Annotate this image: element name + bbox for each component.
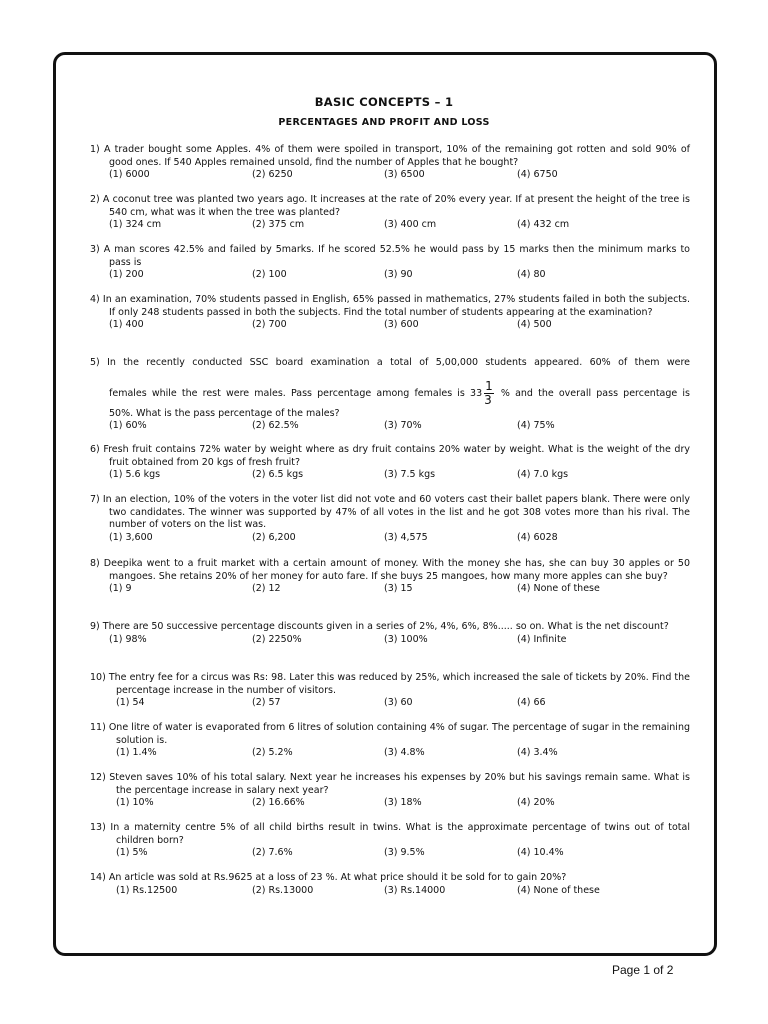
option-3: (3) 400 cm bbox=[384, 219, 437, 230]
option-3: (3) 7.5 kgs bbox=[384, 469, 436, 480]
option-3: (3) 6500 bbox=[384, 169, 425, 180]
options-row bbox=[109, 634, 690, 647]
option-1: (1) 400 bbox=[109, 319, 144, 330]
question-stem: 8) Deepika went to a fruit market with a certain amount of money. With the money she has, she can buy 30 apples or 50 mangoes. She retains 20% of her money for auto fare. If she buys 25 mangoes, how many more apples can she buy? bbox=[90, 558, 690, 582]
option-1: (1) 10% bbox=[116, 797, 154, 808]
question-stem: 10) The entry fee for a circus was Rs: 98. Later this was reduced by 25%, which increased the sale of tickets by 20%. Find the percentage increase in the number of visitors. bbox=[90, 672, 690, 696]
option-1: (1) 324 cm bbox=[109, 219, 162, 230]
options-row bbox=[109, 169, 690, 182]
option-1: (1) 3,600 bbox=[109, 531, 153, 543]
option-1: (1) Rs.12500 bbox=[116, 884, 178, 896]
option-2: (2) 2250% bbox=[252, 633, 302, 645]
options-row bbox=[116, 747, 690, 760]
question-5 bbox=[90, 357, 690, 433]
question-stem: 7) In an election, 10% of the voters in the voter list did not vote and 60 voters cast their ballet papers blank. There were only two candidates. The winner was supported by 47% of all votes in the list and he got 308 votes more than his rival. The number of voters on the list was. bbox=[90, 494, 690, 530]
option-4: (4) 20% bbox=[517, 797, 555, 808]
question-11 bbox=[90, 722, 690, 760]
option-4: (4) 10.4% bbox=[517, 847, 564, 858]
option-4: (4) 3.4% bbox=[517, 747, 558, 758]
option-2: (2) 6250 bbox=[252, 169, 293, 180]
option-4: (4) 75% bbox=[517, 420, 555, 431]
question-stem: 4) In an examination, 70% students passed in English, 65% passed in mathematics, 27% students failed in both the subjects. If only 248 students passed in both the subjects. Find the total number of students appearing at the examination? bbox=[90, 294, 690, 318]
question-stem: 1) A trader bought some Apples. 4% of them were spoiled in transport, 10% of the remaining got rotten and sold 90% of good ones. If 540 Apples remained unsold, find the number of Apples that he bought? bbox=[90, 144, 690, 168]
question-stem: 11) One litre of water is evaporated from 6 litres of solution containing 4% of sugar. The percentage of sugar in the remaining solution is. bbox=[90, 722, 690, 746]
question-13 bbox=[90, 822, 690, 860]
option-1: (1) 1.4% bbox=[116, 747, 157, 758]
option-4: (4) 432 cm bbox=[517, 219, 570, 230]
option-4: (4) Infinite bbox=[517, 633, 567, 645]
fraction bbox=[484, 380, 494, 407]
option-2: (2) 7.6% bbox=[252, 847, 293, 858]
option-3: (3) 4.8% bbox=[384, 747, 425, 758]
option-4: (4) None of these bbox=[517, 884, 600, 896]
question-text: females while the rest were males. Pass percentage among females is 33 bbox=[109, 387, 483, 399]
page-subtitle: PERCENTAGES AND PROFIT AND LOSS bbox=[278, 117, 490, 128]
question-2 bbox=[90, 194, 690, 232]
option-4: (4) 500 bbox=[517, 319, 552, 330]
question-4 bbox=[90, 294, 690, 332]
option-2: (2) Rs.13000 bbox=[252, 884, 314, 896]
option-4: (4) 80 bbox=[517, 269, 546, 280]
option-2: (2) 700 bbox=[252, 319, 287, 330]
option-4: (4) None of these bbox=[517, 583, 600, 594]
option-2: (2) 5.2% bbox=[252, 747, 293, 758]
option-4: (4) 6028 bbox=[517, 531, 558, 543]
question-12 bbox=[90, 772, 690, 810]
option-1: (1) 9 bbox=[109, 583, 132, 594]
option-1: (1) 54 bbox=[116, 697, 145, 708]
options-row bbox=[109, 269, 690, 282]
question-9 bbox=[90, 621, 690, 646]
option-3: (3) 90 bbox=[384, 269, 413, 280]
question-14 bbox=[90, 872, 690, 897]
option-2: (2) 6,200 bbox=[252, 531, 296, 543]
option-1: (1) 98% bbox=[109, 633, 147, 645]
option-3: (3) 60 bbox=[384, 697, 413, 708]
options-row bbox=[109, 583, 690, 596]
options-row bbox=[116, 847, 690, 860]
question-stem: 6) Fresh fruit contains 72% water by weight where as dry fruit contains 20% water by weight. What is the weight of the dry fruit obtained from 20 kgs of fresh fruit? bbox=[90, 444, 690, 468]
fraction-numerator: 1 bbox=[485, 378, 493, 393]
options-row bbox=[116, 885, 690, 898]
question-1 bbox=[90, 144, 690, 182]
question-stem: 50%. What is the pass percentage of the males? bbox=[109, 407, 340, 419]
options-row bbox=[116, 697, 690, 710]
option-2: (2) 57 bbox=[252, 697, 281, 708]
option-2: (2) 375 cm bbox=[252, 219, 305, 230]
option-4: (4) 66 bbox=[517, 697, 546, 708]
fraction-denominator: 3 bbox=[484, 392, 492, 407]
option-3: (3) Rs.14000 bbox=[384, 884, 446, 896]
question-stem: 5) In the recently conducted SSC board examination a total of 5,00,000 students appeared. 60% of them were bbox=[90, 357, 690, 368]
option-2: (2) 100 bbox=[252, 269, 287, 280]
option-3: (3) 9.5% bbox=[384, 847, 425, 858]
page-number: Page 1 of 2 bbox=[612, 963, 674, 977]
option-3: (3) 600 bbox=[384, 319, 419, 330]
options-row bbox=[109, 219, 690, 232]
option-1: (1) 5% bbox=[116, 847, 148, 858]
option-4: (4) 7.0 kgs bbox=[517, 469, 569, 480]
option-1: (1) 5.6 kgs bbox=[109, 469, 161, 480]
page-title: BASIC CONCEPTS – 1 bbox=[314, 95, 454, 109]
question-stem: 13) In a maternity centre 5% of all child births result in twins. What is the approximate percentage of twins out of total children born? bbox=[90, 822, 690, 846]
option-1: (1) 200 bbox=[109, 269, 144, 280]
question-stem: 2) A coconut tree was planted two years ago. It increases at the rate of 20% every year. If at present the height of the tree is 540 cm, what was it when the tree was planted? bbox=[90, 194, 690, 218]
options-row bbox=[109, 319, 690, 332]
option-3: (3) 70% bbox=[384, 420, 422, 431]
question-stem: 3) A man scores 42.5% and failed by 5marks. If he scored 52.5% he would pass by 15 marks then the minimum marks to pass is bbox=[90, 244, 690, 268]
option-2: (2) 62.5% bbox=[252, 420, 299, 431]
question-3 bbox=[90, 244, 690, 282]
question-stem: 14) An article was sold at Rs.9625 at a loss of 23 %. At what price should it be sold for to gain 20%? bbox=[90, 872, 567, 883]
option-1: (1) 60% bbox=[109, 420, 147, 431]
question-6 bbox=[90, 444, 690, 482]
option-2: (2) 12 bbox=[252, 583, 281, 594]
question-stem: 12) Steven saves 10% of his total salary. Next year he increases his expenses by 20% but his savings remain same. What is the percentage increase in salary next year? bbox=[90, 772, 690, 796]
question-7 bbox=[90, 494, 690, 544]
option-3: (3) 4,575 bbox=[384, 531, 428, 543]
question-8 bbox=[90, 558, 690, 596]
option-4: (4) 6750 bbox=[517, 169, 558, 180]
option-3: (3) 18% bbox=[384, 797, 422, 808]
option-1: (1) 6000 bbox=[109, 169, 150, 180]
question-stem: 9) There are 50 successive percentage discounts given in a series of 2%, 4%, 6%, 8%..... so on. What is the net discount? bbox=[90, 621, 669, 632]
question-text: % and the overall pass percentage is bbox=[500, 387, 690, 399]
options-row bbox=[109, 469, 690, 482]
options-row bbox=[109, 420, 690, 433]
option-3: (3) 15 bbox=[384, 583, 413, 594]
question-stem-fraction-line bbox=[90, 378, 690, 407]
option-3: (3) 100% bbox=[384, 633, 428, 645]
question-10 bbox=[90, 672, 690, 710]
options-row bbox=[109, 532, 690, 545]
option-2: (2) 6.5 kgs bbox=[252, 469, 304, 480]
option-2: (2) 16.66% bbox=[252, 797, 305, 808]
options-row bbox=[116, 797, 690, 810]
